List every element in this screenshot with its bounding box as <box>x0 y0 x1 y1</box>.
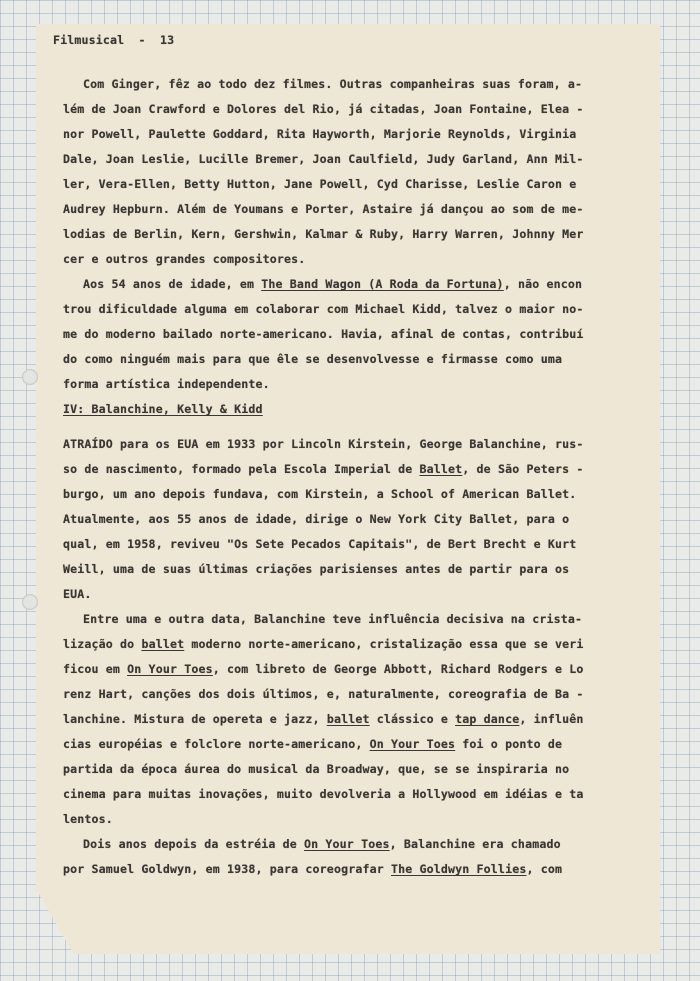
text-line <box>63 737 562 751</box>
text-segment: moderno norte-americano, cristalização essa que se veri <box>184 637 584 651</box>
text-line: burgo, um ano depois fundava, com Kirstein, a School of American Ballet. <box>63 487 577 501</box>
text-line: ler, Vera-Ellen, Betty Hutton, Jane Powell, Cyd Charisse, Leslie Caron e <box>63 177 577 191</box>
text-line: cer e outros grandes compositores. <box>63 252 306 266</box>
text-line: me do moderno bailado norte-americano. Havia, afinal de contas, contribuí <box>63 327 584 341</box>
text-line <box>63 462 584 476</box>
text-line: lentos. <box>63 812 113 826</box>
text-line: Entre uma e outra data, Balanchine teve influência decisiva na crista- <box>83 612 583 626</box>
text-segment: clássico e <box>369 712 456 726</box>
text-line: do como ninguém mais para que êle se desenvolvesse e firmasse como uma <box>63 352 563 366</box>
text-segment: lização do <box>63 637 142 651</box>
underlined-term: Ballet <box>419 462 463 476</box>
text-segment: foi o ponto de <box>455 737 563 751</box>
text-segment: ficou em <box>63 662 128 676</box>
text-line: lém de Joan Crawford e Dolores del Rio, já citadas, Joan Fontaine, Elea - <box>63 102 584 116</box>
page-header: Filmusical - 13 <box>53 33 175 47</box>
text-line: ATRAÍDO para os EUA em 1933 por Lincoln Kirstein, George Balanchine, rus- <box>63 437 584 451</box>
text-line: lodias de Berlin, Kern, Gershwin, Kalmar & Ruby, Harry Warren, Johnny Mer <box>63 227 584 241</box>
text-line: Audrey Hepburn. Além de Youmans e Porter, Astaire já dançou ao som de me- <box>63 202 584 216</box>
text-line: forma artística independente. <box>63 377 270 391</box>
text-line <box>83 837 561 851</box>
text-segment: Dois anos depois da estréia de <box>83 837 305 851</box>
text-segment: , com libreto de George Abbott, Richard Rodgers e Lo <box>212 662 584 676</box>
punch-hole-bottom <box>22 594 38 610</box>
text-segment: Aos 54 anos de idade, em <box>83 277 262 291</box>
text-line <box>63 662 584 676</box>
text-segment: cias européias e folclore norte-americano, <box>63 737 370 751</box>
text-segment: por Samuel Goldwyn, em 1938, para coreografar <box>63 862 391 876</box>
film-title: The Band Wagon (A Roda da Fortuna) <box>261 277 504 291</box>
text-segment: , de São Peters - <box>462 462 584 476</box>
text-segment: , com <box>526 862 563 876</box>
text-segment: , Balanchine era chamado <box>389 837 561 851</box>
text-segment: so de nascimento, formado pela Escola Imperial de <box>63 462 420 476</box>
text-line <box>63 712 584 726</box>
text-line: cinema para muitas inovações, muito devolveria a Hollywood em idéias e ta <box>63 787 584 801</box>
text-line <box>63 637 584 651</box>
text-segment: , influên <box>519 712 584 726</box>
text-line: renz Hart, canções dos dois últimos, e, naturalmente, coreografia de Ba - <box>63 687 584 701</box>
text-line: trou dificuldade alguma em colaborar com Michael Kidd, talvez o maior no- <box>63 302 584 316</box>
show-title: On Your Toes <box>369 737 456 751</box>
text-line: nor Powell, Paulette Goddard, Rita Hayworth, Marjorie Reynolds, Virginia <box>63 127 577 141</box>
text-line: partida da época áurea do musical da Broadway, que, se se inspiraria no <box>63 762 570 776</box>
text-line <box>83 277 582 291</box>
show-title: On Your Toes <box>304 837 390 851</box>
underlined-term: ballet <box>326 712 370 726</box>
film-title: The Goldwyn Follies <box>390 862 527 876</box>
underlined-term: tap dance <box>455 712 520 726</box>
text-line: EUA. <box>63 587 92 601</box>
text-segment: , não encon <box>503 277 583 291</box>
text-line: Atualmente, aos 55 anos de idade, dirige o New York City Ballet, para o <box>63 512 570 526</box>
show-title: On Your Toes <box>127 662 213 676</box>
text-line: Com Ginger, fêz ao todo dez filmes. Outras companheiras suas foram, a- <box>83 77 583 91</box>
text-line <box>63 862 562 876</box>
text-line: qual, em 1958, reviveu "Os Sete Pecados Capitais", de Bert Brecht e Kurt <box>63 537 577 551</box>
text-line: Weill, uma de suas últimas criações parisienses antes de partir para os <box>63 562 570 576</box>
text-line: Dale, Joan Leslie, Lucille Bremer, Joan Caulfield, Judy Garland, Ann Mil- <box>63 152 584 166</box>
punch-hole-top <box>22 369 38 385</box>
text-segment: lanchine. Mistura de opereta e jazz, <box>63 712 327 726</box>
section-heading: IV: Balanchine, Kelly & Kidd <box>63 402 263 416</box>
underlined-term: ballet <box>141 637 185 651</box>
